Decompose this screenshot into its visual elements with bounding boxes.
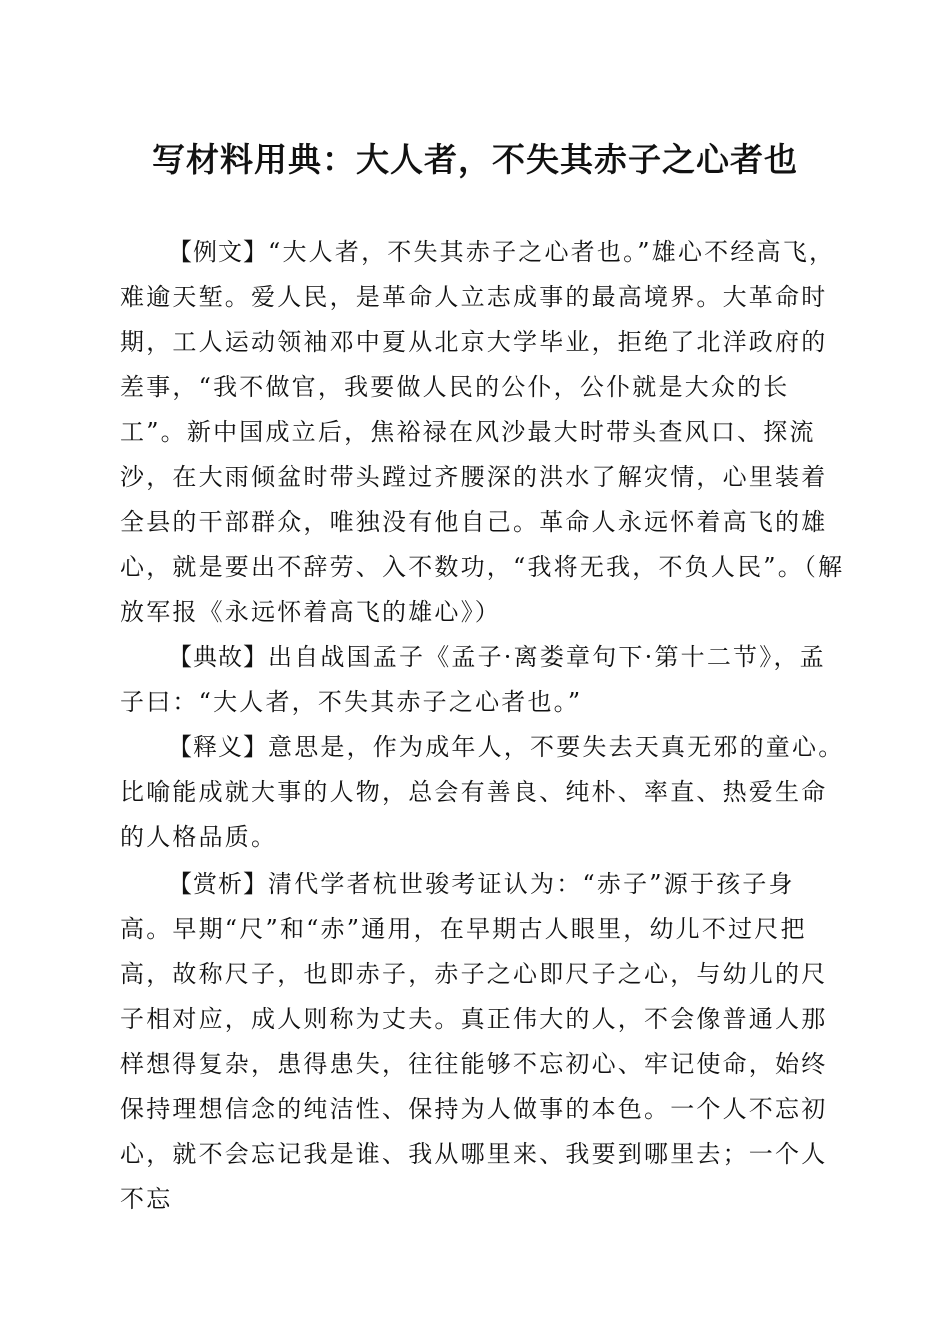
- document-body: [120, 230, 845, 1222]
- page-title: 写材料用典：大人者，不失其赤子之心者也: [152, 140, 798, 179]
- paragraph-meaning: [120, 725, 845, 860]
- section-tag-example: 【例文】: [168, 238, 268, 266]
- section-tag-meaning: 【释义】: [168, 733, 268, 761]
- section-tag-allusion: 【典故】: [168, 643, 268, 671]
- paragraph-appreciation: [120, 862, 845, 1222]
- paragraph-text: 清代学者杭世骏考证认为：“赤子”源于孩子身高。早期“尺”和“赤”通用，在早期古人眼里，幼儿不过尺把高，故称尺子，也即赤子，赤子之心即尺子之心，与幼儿的尺子相对应，成人则称为丈夫。真正伟大的人，不会像普通人那样想得复杂，患得患失，往往能够不忘初心、牢记使命，始终保持理想信念的纯洁性、保持为人做事的本色。一个人不忘初心，就不会忘记我是谁、我从哪里来、我要到哪里去；一个人不忘: [120, 870, 828, 1213]
- paragraph-example: [120, 230, 845, 635]
- paragraph-allusion: [120, 635, 845, 725]
- paragraph-text: 意思是，作为成年人，不要失去天真无邪的童心。比喻能成就大事的人物，总会有善良、纯朴、率直、热爱生命的人格品质。: [120, 733, 845, 851]
- paragraph-text: “大人者，不失其赤子之心者也。”雄心不经高飞，难逾天堑。爱人民，是革命人立志成事的最高境界。大革命时期，工人运动领袖邓中夏从北京大学毕业，拒绝了北洋政府的差事，“我不做官，我要做人民的公仆，公仆就是大众的长工”。新中国成立后，焦裕禄在风沙最大时带头查风口、探流沙，在大雨倾盆时带头蹚过齐腰深的洪水了解灾情，心里装着全县的干部群众，唯独没有他自己。革命人永远怀着高飞的雄心，就是要出不辞劳、入不数功，“我将无我，不负人民”。（解放军报《永远怀着高飞的雄心》）: [120, 238, 845, 626]
- paragraph-text: 出自战国孟子《孟子·离娄章句下·第十二节》，孟子曰：“大人者，不失其赤子之心者也。”: [120, 643, 826, 716]
- section-tag-appreciation: 【赏析】: [168, 870, 268, 898]
